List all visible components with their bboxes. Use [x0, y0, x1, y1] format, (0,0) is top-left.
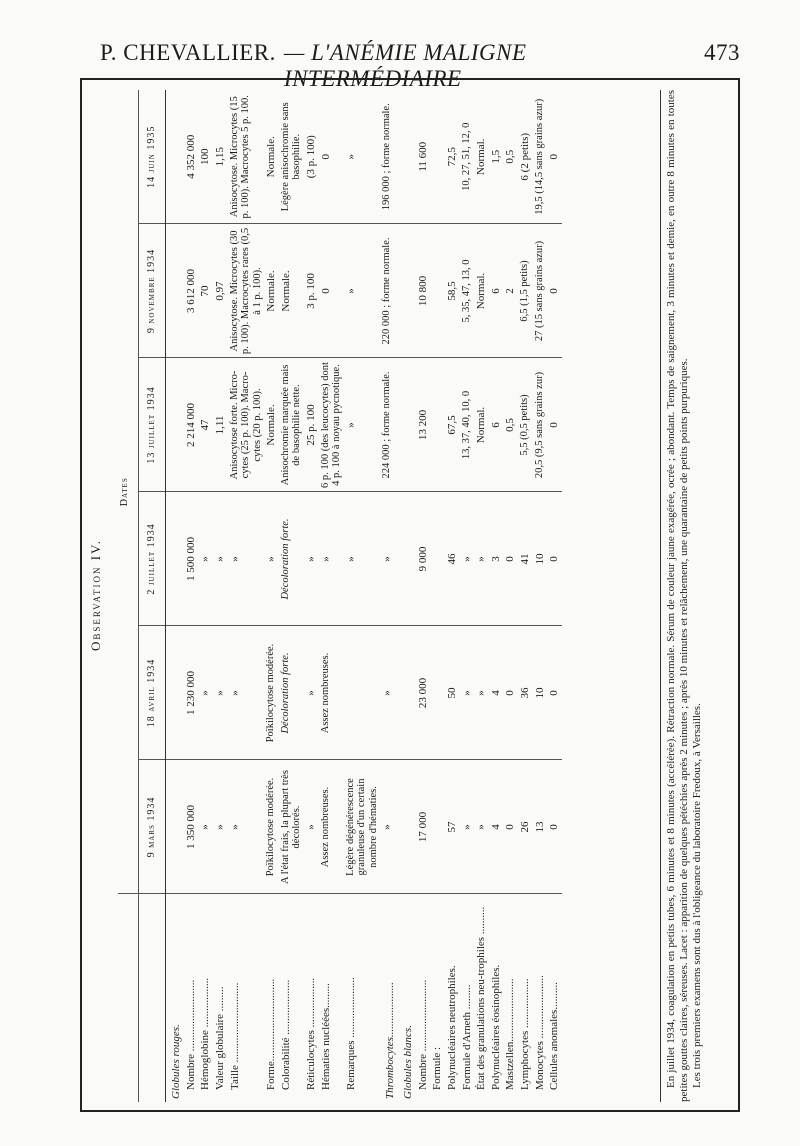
row-label: Polynucléaires neutrophiles.	[445, 965, 458, 1090]
table-cell: 3	[489, 492, 504, 626]
table-cell: 1,15	[213, 90, 228, 224]
row-label: Polynucléaires éosinophiles.	[489, 964, 502, 1090]
table-cell: 0	[547, 760, 562, 894]
table-cell: Assez nombreuses.	[319, 626, 344, 760]
table-row	[184, 90, 199, 1102]
table-cell: Poïkilocytose modérée.	[264, 626, 279, 760]
table-cell: 57	[445, 760, 460, 894]
table-cell	[398, 626, 416, 760]
table-row	[344, 90, 381, 1102]
table-cell: 10	[533, 626, 548, 760]
table-cell: »	[380, 760, 398, 894]
table-cell: Normale.	[264, 224, 279, 358]
table-row	[279, 90, 304, 1102]
table-cell	[166, 224, 184, 358]
table-cell: »	[304, 626, 319, 760]
table-cell	[398, 358, 416, 492]
table-cell: 0,97	[213, 224, 228, 358]
row-label: Mastzellen.......................	[504, 978, 517, 1090]
table-cell: Légère dégénérescence granuleuse d'un certain nombre d'hématies.	[344, 760, 381, 894]
table-cell: 0	[547, 492, 562, 626]
table-row	[319, 90, 344, 1102]
table-cell: 5,5 (0,5 petits)	[518, 358, 533, 492]
table-row	[445, 90, 460, 1102]
table-cell: »	[198, 492, 213, 626]
table-cell: 4 352 000	[184, 90, 199, 224]
table-cell: 0	[503, 492, 518, 626]
table-row	[198, 90, 213, 1102]
row-label: Hématies nucléées.........	[319, 983, 332, 1090]
table-cell: »	[380, 492, 398, 626]
table-cell: Anisochromie marquée mais de basophilie nette.	[279, 358, 304, 492]
row-label: Formule d'Arneth .........	[460, 984, 473, 1090]
table-cell: Poïkilocytose modérée.	[264, 760, 279, 894]
row-label: Réticulocytes ..................	[304, 977, 317, 1090]
table-cell: 47	[198, 358, 213, 492]
table-cell	[166, 492, 184, 626]
table-cell: 70	[198, 224, 213, 358]
table-cell: »	[344, 90, 381, 224]
table-cell: 1 500 000	[184, 492, 199, 626]
table-cell: Normale.	[279, 224, 304, 358]
row-label: Remarques ......................	[344, 977, 357, 1090]
table-row	[474, 90, 489, 1102]
table-cell: »	[344, 358, 381, 492]
table-cell: 2	[503, 224, 518, 358]
table-cell: 196 000 ; forme normale.	[380, 90, 398, 224]
table-cell: 1 350 000	[184, 760, 199, 894]
date-header: 9 novembre 1934	[139, 224, 166, 358]
table-row	[489, 90, 504, 1102]
table-cell: 19,5 (14,5 sans grains azur)	[533, 90, 548, 224]
observation-title: Observation IV.	[88, 538, 103, 652]
table-cell: 9 000	[416, 492, 431, 626]
row-label: Hémoglobine ..................	[199, 977, 212, 1090]
date-header: 2 juillet 1934	[139, 492, 166, 626]
table-cell: »	[213, 626, 228, 760]
table-cell: 0,5	[503, 358, 518, 492]
table-row	[304, 90, 319, 1102]
table-cell: 4	[489, 626, 504, 760]
table-body	[166, 90, 563, 1102]
table-cell: Anisocytose. Microcytes (15 p. 100). Macrocytes 5 p. 100.	[228, 90, 265, 224]
table-cell: 0	[319, 224, 344, 358]
date-header: 18 avril 1934	[139, 626, 166, 760]
row-label: Colorabilité ....................	[279, 979, 292, 1090]
table-cell: Assez nombreuses.	[319, 760, 344, 894]
dates-group-header: Dates	[118, 90, 139, 894]
date-header: 9 mars 1934	[139, 760, 166, 894]
table-cell: Anisocytose forte. Micro-cytes (25 p. 100). Macro-cytes (20 p. 100).	[228, 358, 265, 492]
table-cell: 3 p. 100	[304, 224, 319, 358]
table-cell: 13, 37, 40, 10, 0	[460, 358, 475, 492]
table-row	[166, 90, 184, 1102]
table-cell: »	[228, 626, 265, 760]
table-row	[380, 90, 398, 1102]
table-cell: 27 (15 sans grains azur)	[533, 224, 548, 358]
date-header: 13 juillet 1934	[139, 358, 166, 492]
table-cell	[398, 760, 416, 894]
table-cell: 26	[518, 760, 533, 894]
table-cell	[166, 626, 184, 760]
table-row	[533, 90, 548, 1102]
row-label: Nombre ..........................	[184, 979, 197, 1090]
table-cell: 0	[547, 626, 562, 760]
table-cell: 6	[489, 358, 504, 492]
table-cell	[398, 492, 416, 626]
table-row	[547, 90, 562, 1102]
table-cell: »	[344, 492, 381, 626]
table-cell: »	[474, 626, 489, 760]
table-cell: 23 000	[416, 626, 431, 760]
table-cell: »	[228, 760, 265, 894]
table-cell: Normal.	[474, 90, 489, 224]
table-cell: 4	[489, 760, 504, 894]
table-cell: 0	[547, 358, 562, 492]
table-cell: 0,5	[503, 90, 518, 224]
table-cell	[430, 224, 445, 358]
table-row	[398, 90, 416, 1102]
table-cell: 100	[198, 90, 213, 224]
page-number: 473	[704, 40, 740, 65]
table-cell: »	[304, 492, 319, 626]
table-cell: 11 600	[416, 90, 431, 224]
table-cell: 0	[503, 760, 518, 894]
table-cell: 1 230 000	[184, 626, 199, 760]
table-cell: 72,5	[445, 90, 460, 224]
row-label: Valeur globulaire .........	[213, 986, 226, 1090]
table-cell	[344, 626, 381, 760]
table-cell	[430, 626, 445, 760]
table-cell: 2 214 000	[184, 358, 199, 492]
table-cell: »	[460, 492, 475, 626]
page-header	[100, 40, 740, 91]
observation-table	[118, 90, 562, 1102]
table-cell: »	[319, 492, 344, 626]
table-row	[264, 90, 279, 1102]
table-cell: (3 p. 100)	[304, 90, 319, 224]
row-label: Lymphocytes ..................	[519, 978, 532, 1090]
table-row	[228, 90, 265, 1102]
table-cell: 0	[547, 224, 562, 358]
table-cell	[430, 760, 445, 894]
row-label: Forme..............................	[265, 978, 278, 1090]
table-cell: 6,5 (1,5 petits)	[518, 224, 533, 358]
rotated-content	[82, 80, 738, 1110]
table-cell: 0	[503, 626, 518, 760]
table-cell: 5, 35, 47, 13, 0	[460, 224, 475, 358]
table-cell: Normal.	[474, 358, 489, 492]
table-cell: 58,5	[445, 224, 460, 358]
table-cell: 13	[533, 760, 548, 894]
table-cell: Décoloration forte.	[279, 492, 304, 626]
row-label: Monocytes .......................	[533, 975, 546, 1090]
table-row	[503, 90, 518, 1102]
table-cell: Normal.	[474, 224, 489, 358]
table-cell: »	[460, 626, 475, 760]
table-row	[460, 90, 475, 1102]
label-header-cell	[139, 894, 166, 1102]
table-cell: A l'état frais, la plupart très décolorés.	[279, 760, 304, 894]
row-label: Formule :	[431, 1046, 444, 1090]
table-corner	[118, 894, 139, 1102]
table-cell: »	[474, 760, 489, 894]
row-label: Globules rouges.	[170, 1024, 182, 1099]
table-cell: »	[460, 760, 475, 894]
table-cell: 36	[518, 626, 533, 760]
table-cell: »	[213, 492, 228, 626]
table-cell: Anisocytose. Microcytes (30 p. 100). Macrocytes rares (0,5 à 1 p. 100).	[228, 224, 265, 358]
table-cell	[430, 90, 445, 224]
table-cell: »	[380, 626, 398, 760]
table-cell: »	[264, 492, 279, 626]
footnote-paragraph: En juillet 1934, coagulation en petits tubes, 6 minutes et 8 minutes (accélérée). Rétraction normale. Sérum de couleur jaune exagérée, ocrée ; abondant. Temps de saignement, 3 minutes et demie, en outre 8 minutes en toutes petites gouttes claires, séreuses. Lacet : apparition de quelques pétéchies après 2 minutes ; après 10 minutes et relâchement, une quarantaine de petits points purpuriques.	[665, 90, 691, 1102]
table-cell: 10, 27, 51, 12, 0	[460, 90, 475, 224]
table-cell	[166, 760, 184, 894]
table-cell: »	[344, 224, 381, 358]
table-cell	[398, 224, 416, 358]
table-cell: »	[198, 626, 213, 760]
table-cell: »	[228, 492, 265, 626]
table-cell: 0	[319, 90, 344, 224]
row-label: Globules blancs.	[401, 1025, 414, 1099]
table-cell: 1,11	[213, 358, 228, 492]
table-cell: 6	[489, 224, 504, 358]
table-cell	[398, 90, 416, 224]
table-cell: 46	[445, 492, 460, 626]
footnote-paragraph: Les trois premiers examens sont dus à l'obligeance du laboratoire Fredoux, à Versailles.	[691, 703, 704, 1088]
table-cell: 17 000	[416, 760, 431, 894]
table-cell: 6 (2 petits)	[518, 90, 533, 224]
table-cell	[166, 358, 184, 492]
table-cell: »	[474, 492, 489, 626]
row-label: Nombre ..........................	[416, 979, 429, 1090]
table-cell: 6 p. 100 (des leucocytes) dont 4 p. 100 à noyau pycnotique.	[319, 358, 344, 492]
table-cell: Normale.	[264, 90, 279, 224]
row-label: Taille .............................	[228, 982, 241, 1090]
table-cell	[166, 90, 184, 224]
table-cell	[430, 492, 445, 626]
table-cell: 41	[518, 492, 533, 626]
table-cell	[430, 358, 445, 492]
table-cell: »	[304, 760, 319, 894]
row-label: État des granulations neu-trophiles ..........	[475, 906, 488, 1090]
row-label: Thrombocytes....................	[384, 982, 397, 1099]
table-cell: 1,5	[489, 90, 504, 224]
table-cell: 67,5	[445, 358, 460, 492]
table-cell: 10	[533, 492, 548, 626]
table-cell: 224 000 ; forme normale.	[380, 358, 398, 492]
table-cell: 20,5 (9,5 sans grains zur)	[533, 358, 548, 492]
table-cell: 3 612 000	[184, 224, 199, 358]
footnote	[660, 90, 705, 1102]
table-cell: 10 800	[416, 224, 431, 358]
header-title: — L'ANÉMIE MALIGNE INTERMÉDIAIRE	[283, 40, 527, 91]
table-cell: 13 200	[416, 358, 431, 492]
table-cell: Légère anisochromie sans basophilie.	[279, 90, 304, 224]
header-author: P. CHEVALLIER.	[100, 40, 276, 65]
table-cell: Normale.	[264, 358, 279, 492]
table-cell: 25 p. 100	[304, 358, 319, 492]
table-row	[213, 90, 228, 1102]
table-cell: Décoloration forte.	[279, 626, 304, 760]
table-row	[518, 90, 533, 1102]
date-header: 14 juin 1935	[139, 90, 166, 224]
table-cell: 0	[547, 90, 562, 224]
table-cell: 50	[445, 626, 460, 760]
table-cell: »	[198, 760, 213, 894]
page-frame	[80, 78, 740, 1112]
table-cell: 220 000 ; forme normale.	[380, 224, 398, 358]
table-row	[430, 90, 445, 1102]
table-cell: »	[213, 760, 228, 894]
row-label: Cellules anomales..........	[548, 982, 561, 1090]
table-row	[416, 90, 431, 1102]
